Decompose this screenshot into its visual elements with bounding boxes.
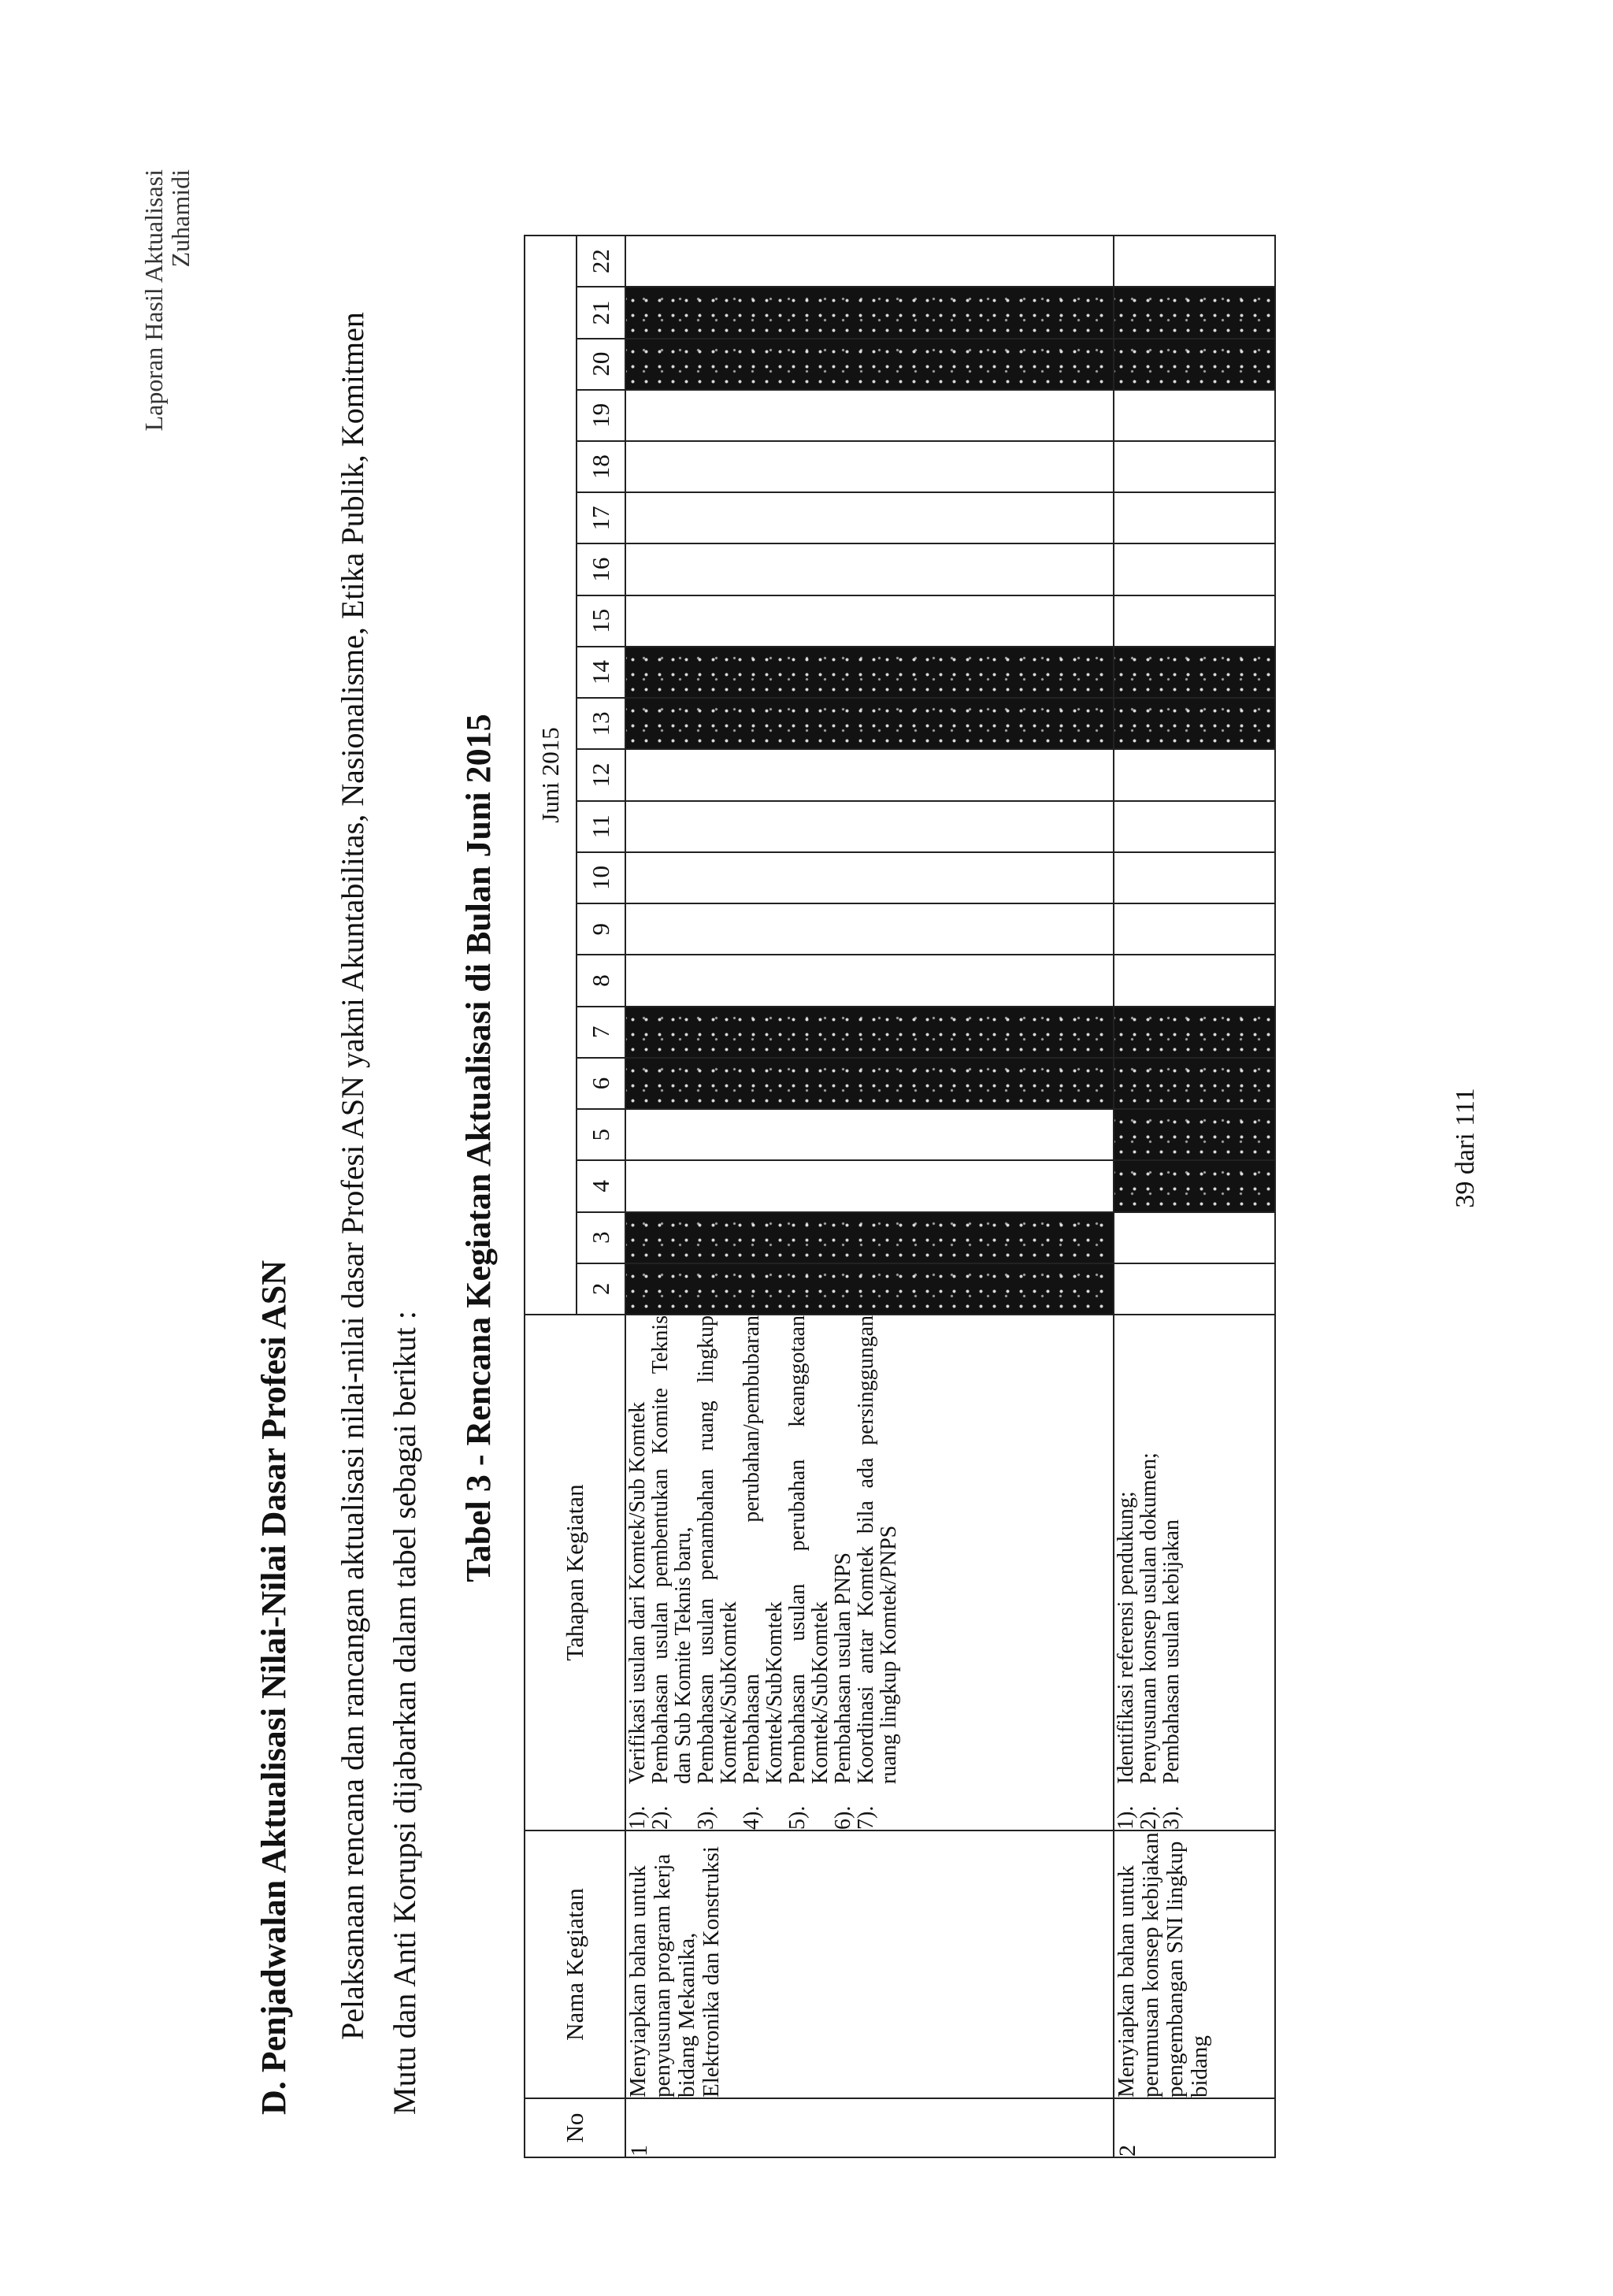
step-text: Pembahasan usulan penambahan ruang lingkup Komtek/SubKomtek — [694, 1315, 741, 1784]
day-cell-scheduled — [625, 287, 1114, 338]
step-number: 6). — [831, 1805, 855, 1830]
day-cell-empty — [625, 749, 1114, 800]
day-header: 12 — [577, 749, 625, 800]
step-text: Pembahasan usulan perubahan keanggotaan Komtek/SubKomtek — [785, 1315, 832, 1784]
page-number: 39 dari 111 — [1451, 1088, 1480, 1208]
day-header: 7 — [577, 1007, 625, 1058]
day-cell-empty — [1114, 955, 1275, 1006]
day-cell-empty — [1114, 390, 1275, 441]
intro-paragraph — [327, 311, 431, 2115]
step-number: 2). — [1137, 1805, 1161, 1830]
day-header: 15 — [577, 595, 625, 647]
day-cell-empty — [1114, 903, 1275, 955]
header-no: No — [525, 2098, 625, 2157]
day-header: 19 — [577, 390, 625, 441]
step-number: 4). — [740, 1805, 764, 1830]
day-cell-scheduled — [1114, 1058, 1275, 1109]
header-report-title: Laporan Hasil Aktualisasi — [139, 169, 168, 432]
day-cell-empty — [1114, 749, 1275, 800]
table-row — [1114, 236, 1275, 2157]
day-cell-empty — [1114, 801, 1275, 852]
step-text: Pembahasan usulan PNPS — [831, 1552, 855, 1784]
section-heading: D. Penjadwalan Aktualisasi Nilai-Nilai Dasar Profesi ASN — [254, 1259, 293, 2115]
day-cell-empty — [625, 236, 1114, 287]
day-cell-scheduled — [625, 1263, 1114, 1315]
day-header: 3 — [577, 1212, 625, 1263]
day-header: 21 — [577, 287, 625, 338]
row-number: 2 — [1114, 2098, 1275, 2157]
step-text: Koordinasi antar Komtek bila ada persinggungan ruang lingkup Komtek/PNPS — [854, 1315, 901, 1784]
header-month: Juni 2015 — [525, 236, 577, 1315]
day-header: 11 — [577, 801, 625, 852]
day-header: 20 — [577, 339, 625, 390]
step-item — [855, 1315, 900, 1830]
step-text: Verifikasi usulan dari Komtek/Sub Komtek — [625, 1401, 650, 1784]
day-cell-empty — [1114, 236, 1275, 287]
step-item — [1160, 1315, 1183, 1830]
day-cell-scheduled — [1114, 1109, 1275, 1160]
header-author: Zuhamidi — [166, 169, 195, 268]
table-caption: Tabel 3 - Rencana Kegiatan Aktualisasi di Bulan Juni 2015 — [459, 714, 498, 1582]
step-number: 7). — [854, 1805, 878, 1830]
header-tahapan-kegiatan: Tahapan Kegiatan — [525, 1315, 625, 1830]
day-cell-empty — [1114, 1212, 1275, 1263]
day-header: 4 — [577, 1160, 625, 1211]
day-header: 22 — [577, 236, 625, 287]
step-item — [740, 1315, 786, 1830]
step-item — [695, 1315, 740, 1830]
day-cell-empty — [625, 595, 1114, 647]
table-row — [625, 236, 1114, 2157]
day-cell-scheduled — [1114, 647, 1275, 698]
step-text: Pembahasan usulan pembentukan Komite Teknis dan Sub Komite Teknis baru, — [648, 1315, 695, 1784]
day-cell-scheduled — [625, 1058, 1114, 1109]
step-text: Pembahasan perubahan/pembubaran Komtek/SubKomtek — [740, 1315, 787, 1784]
step-text: Penyusunan konsep usulan dokumen; — [1137, 1452, 1161, 1784]
day-cell-empty — [1114, 1263, 1275, 1315]
day-cell-scheduled — [1114, 287, 1275, 338]
day-header: 13 — [577, 698, 625, 749]
day-cell-empty — [1114, 492, 1275, 543]
day-cell-empty — [1114, 543, 1275, 595]
day-cell-empty — [625, 801, 1114, 852]
day-cell-empty — [625, 955, 1114, 1006]
step-item — [1137, 1315, 1160, 1830]
day-cell-empty — [1114, 595, 1275, 647]
day-cell-empty — [625, 852, 1114, 903]
step-number: 5). — [785, 1805, 810, 1830]
day-header: 9 — [577, 903, 625, 955]
day-cell-scheduled — [625, 1212, 1114, 1263]
activity-name: Menyiapkan bahan untuk penyusunan program kerja bidang Mekanika, Elektronika dan Konstruksi — [625, 1830, 1114, 2098]
step-number: 2). — [648, 1805, 673, 1830]
activity-steps — [1114, 1315, 1275, 1830]
day-cell-empty — [625, 492, 1114, 543]
day-cell-empty — [1114, 852, 1275, 903]
day-cell-scheduled — [1114, 339, 1275, 390]
step-item — [626, 1315, 649, 1830]
step-number: 3). — [1159, 1805, 1184, 1830]
day-cell-empty — [1114, 441, 1275, 492]
day-cell-empty — [625, 903, 1114, 955]
day-header: 16 — [577, 543, 625, 595]
header-nama-kegiatan: Nama Kegiatan — [525, 1830, 625, 2098]
step-item — [649, 1315, 695, 1830]
schedule-table — [524, 235, 1276, 2158]
day-cell-scheduled — [625, 1007, 1114, 1058]
day-cell-empty — [625, 543, 1114, 595]
day-cell-empty — [625, 390, 1114, 441]
step-item — [1114, 1315, 1137, 1830]
day-cell-empty — [625, 1160, 1114, 1211]
day-header: 10 — [577, 852, 625, 903]
step-text: Identifikasi referensi pendukung; — [1114, 1491, 1138, 1784]
page-header — [140, 169, 194, 431]
day-header: 8 — [577, 955, 625, 1006]
day-header: 18 — [577, 441, 625, 492]
step-number: 3). — [694, 1805, 718, 1830]
step-number: 1). — [625, 1805, 650, 1830]
day-header: 6 — [577, 1058, 625, 1109]
day-cell-scheduled — [1114, 1160, 1275, 1211]
day-cell-scheduled — [625, 339, 1114, 390]
day-header: 14 — [577, 647, 625, 698]
step-item — [832, 1315, 855, 1830]
day-header: 17 — [577, 492, 625, 543]
row-number: 1 — [625, 2098, 1114, 2157]
paragraph-line-2: Mutu dan Anti Korupsi dijabarkan dalam tabel sebagai berikut : — [387, 1311, 422, 2115]
day-cell-scheduled — [625, 647, 1114, 698]
day-header: 5 — [577, 1109, 625, 1160]
day-cell-empty — [625, 441, 1114, 492]
day-cell-scheduled — [1114, 1007, 1275, 1058]
activity-name: Menyiapkan bahan untuk perumusan konsep kebijakan pengembangan SNI lingkup bidang — [1114, 1830, 1275, 2098]
day-header: 2 — [577, 1263, 625, 1315]
step-text: Pembahasan usulan kebijakan — [1159, 1519, 1184, 1784]
paragraph-line-1: Pelaksanaan rencana dan rancangan aktualisasi nilai-nilai dasar Profesi ASN yakni Akuntabilitas, Nasionalisme, Etika Publik, Komitmen — [335, 312, 370, 2040]
day-cell-scheduled — [1114, 698, 1275, 749]
day-cell-empty — [625, 1109, 1114, 1160]
step-item — [786, 1315, 832, 1830]
step-number: 1). — [1114, 1805, 1138, 1830]
day-cell-scheduled — [625, 698, 1114, 749]
activity-steps — [625, 1315, 1114, 1830]
